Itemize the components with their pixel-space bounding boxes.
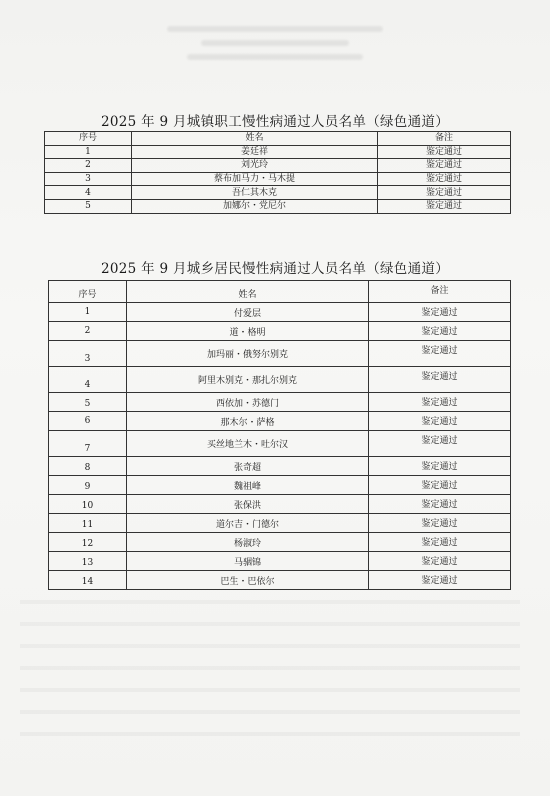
row-name: 张保洪 [127,495,369,514]
row-index: 1 [49,303,127,322]
table-row [49,476,511,495]
row-remark: 鉴定通过 [369,552,511,571]
row-remark: 鉴定通过 [369,412,511,431]
bleed-through-text [140,18,410,88]
row-index: 4 [45,186,132,200]
table-row [49,412,511,431]
row-remark: 鉴定通过 [369,341,511,367]
table-row [49,514,511,533]
row-name: 那木尔・萨格 [127,412,369,431]
row-index: 3 [45,172,132,186]
row-index: 11 [49,514,127,533]
employee-chronic-disease-table [44,131,511,214]
row-name: 马骃锦 [127,552,369,571]
row-name: 买丝地兰木・吐尔汉 [127,431,369,457]
row-index: 7 [49,431,127,457]
row-index: 4 [49,367,127,393]
resident-chronic-disease-table [48,280,511,590]
row-index: 12 [49,533,127,552]
row-remark: 鉴定通过 [369,367,511,393]
table-row [49,341,511,367]
row-remark: 鉴定通过 [378,172,511,186]
row-name: 刘光玲 [132,159,378,173]
row-index: 5 [49,393,127,412]
row-index: 1 [45,145,132,159]
row-name: 张奇超 [127,457,369,476]
header-remark: 备注 [378,132,511,146]
row-name: 魏祖峰 [127,476,369,495]
header-remark: 备注 [369,281,511,303]
row-index: 8 [49,457,127,476]
row-index: 3 [49,341,127,367]
row-index: 2 [49,322,127,341]
header-index: 序号 [49,281,127,303]
table-row [49,303,511,322]
table-header-row [49,281,511,303]
row-name: 姜廷祥 [132,145,378,159]
row-index: 6 [49,412,127,431]
row-index: 5 [45,199,132,213]
row-name: 蔡布加马力・马木提 [132,172,378,186]
header-name: 姓名 [127,281,369,303]
row-remark: 鉴定通过 [369,393,511,412]
row-remark: 鉴定通过 [369,495,511,514]
table-row [49,431,511,457]
row-name: 加玛丽・俄努尔别克 [127,341,369,367]
bleed-through-lower [20,600,520,750]
table1-title: 2025 年 9 月城镇职工慢性病通过人员名单（绿色通道） [100,114,450,130]
row-remark: 鉴定通过 [378,186,511,200]
row-index: 9 [49,476,127,495]
table-row [45,172,511,186]
table2-title: 2025 年 9 月城乡居民慢性病通过人员名单（绿色通道） [100,261,450,277]
table-row [49,495,511,514]
row-remark: 鉴定通过 [369,431,511,457]
table-row [49,393,511,412]
row-name: 西依加・苏德门 [127,393,369,412]
table-row [49,457,511,476]
table-header-row [45,132,511,146]
row-remark: 鉴定通过 [378,145,511,159]
row-index: 14 [49,571,127,590]
row-name: 付爱层 [127,303,369,322]
row-index: 2 [45,159,132,173]
header-index: 序号 [45,132,132,146]
row-remark: 鉴定通过 [369,457,511,476]
table-row [45,145,511,159]
table-row [45,159,511,173]
row-name: 阿里木别克・那扎尔别克 [127,367,369,393]
row-name: 巴生・巴依尔 [127,571,369,590]
row-remark: 鉴定通过 [369,303,511,322]
table-row [49,322,511,341]
row-remark: 鉴定通过 [369,476,511,495]
table-row [49,571,511,590]
table-row [49,533,511,552]
row-index: 10 [49,495,127,514]
table-row [45,199,511,213]
row-index: 13 [49,552,127,571]
row-name: 道尔吉・门德尔 [127,514,369,533]
row-remark: 鉴定通过 [369,571,511,590]
table-row [49,367,511,393]
row-remark: 鉴定通过 [369,533,511,552]
row-name: 加娜尔・党尼尔 [132,199,378,213]
row-remark: 鉴定通过 [369,514,511,533]
row-remark: 鉴定通过 [369,322,511,341]
row-remark: 鉴定通过 [378,199,511,213]
row-name: 道・格明 [127,322,369,341]
row-name: 吾仁其木克 [132,186,378,200]
table-row [49,552,511,571]
row-name: 杨淑玲 [127,533,369,552]
table-row [45,186,511,200]
row-remark: 鉴定通过 [378,159,511,173]
header-name: 姓名 [132,132,378,146]
